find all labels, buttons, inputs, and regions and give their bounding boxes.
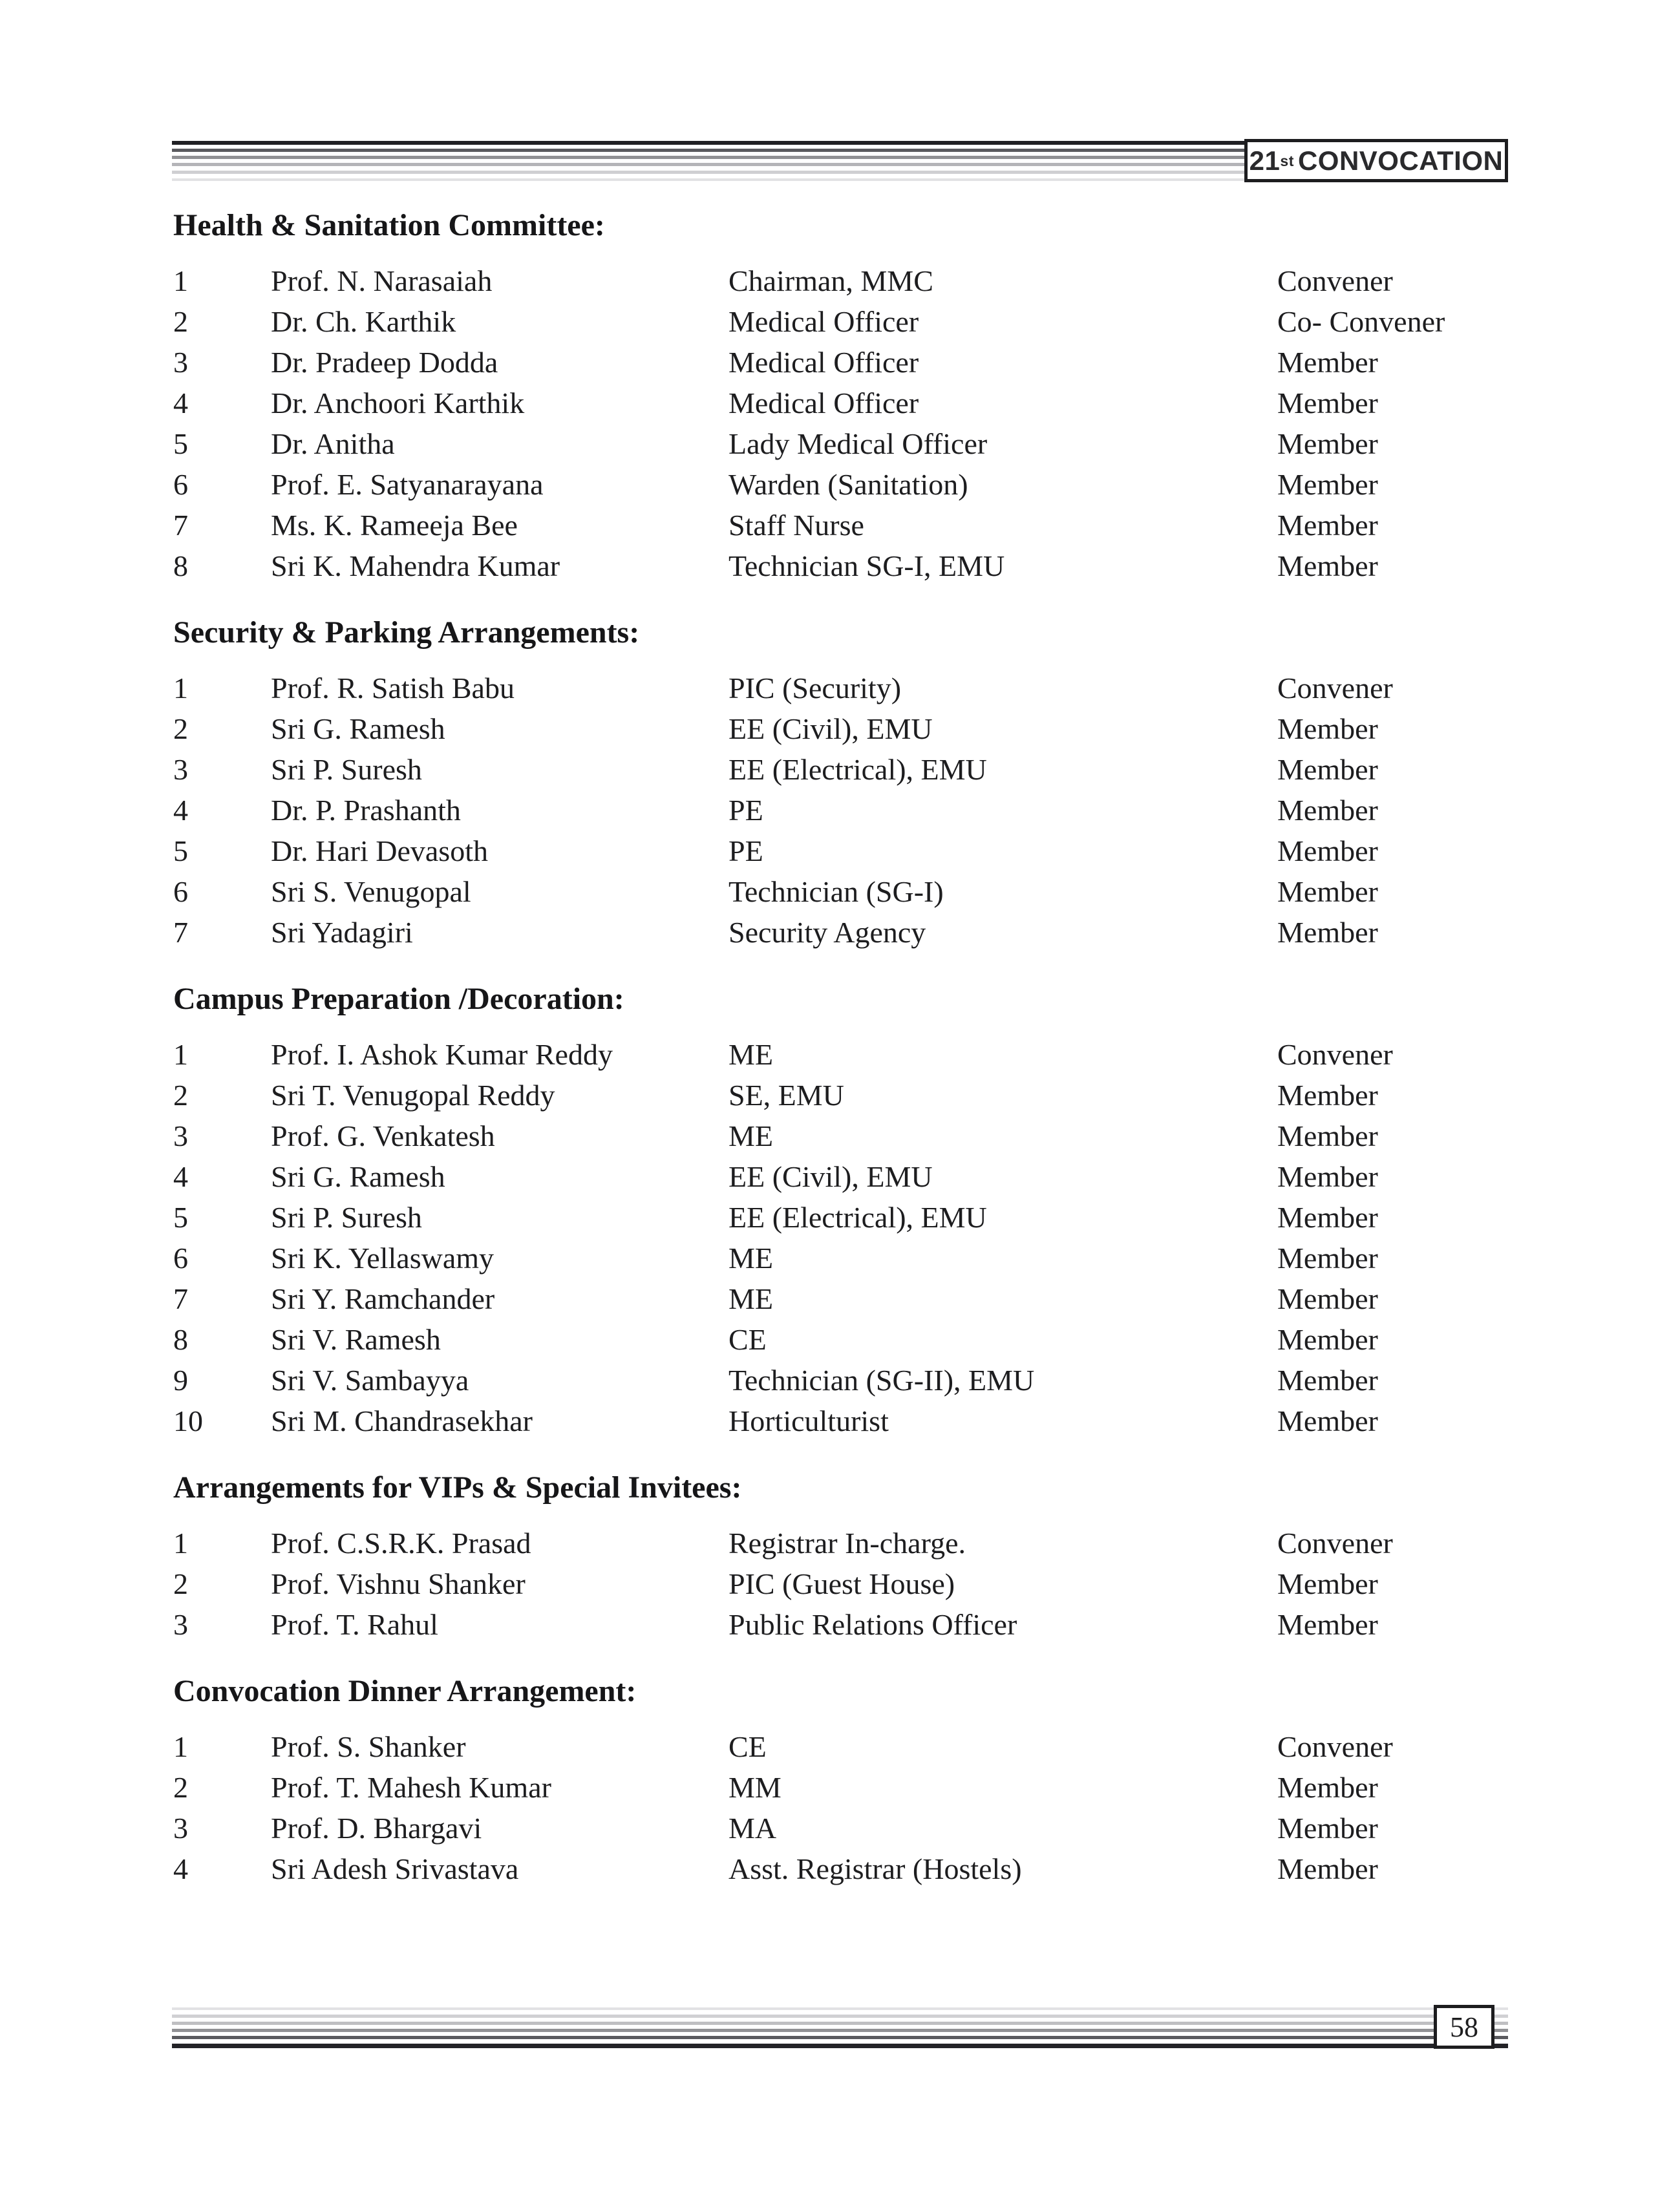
member-row bbox=[173, 1156, 1508, 1197]
member-designation: Lady Medical Officer bbox=[728, 427, 988, 460]
member-serial-number: 2 bbox=[173, 305, 188, 338]
member-name: Sri Y. Ramchander bbox=[271, 1282, 495, 1315]
member-serial-number: 1 bbox=[173, 1527, 188, 1560]
member-name: Sri K. Yellaswamy bbox=[271, 1242, 494, 1275]
member-row bbox=[173, 1523, 1508, 1563]
member-role: Member bbox=[1277, 1812, 1378, 1845]
member-role: Member bbox=[1277, 1201, 1378, 1234]
member-row bbox=[173, 831, 1508, 871]
member-row bbox=[173, 1197, 1508, 1238]
member-row bbox=[173, 912, 1508, 953]
convocation-edition-number: 21 bbox=[1249, 145, 1281, 176]
footer-stripe bbox=[172, 2036, 1508, 2039]
member-row bbox=[173, 505, 1508, 545]
member-designation: Technician SG-I, EMU bbox=[728, 549, 1005, 582]
member-name: Sri G. Ramesh bbox=[271, 1160, 445, 1193]
member-role: Member bbox=[1277, 712, 1378, 745]
member-designation: PIC (Guest House) bbox=[728, 1567, 955, 1600]
member-serial-number: 4 bbox=[173, 1160, 188, 1193]
member-row bbox=[173, 301, 1508, 342]
member-serial-number: 1 bbox=[173, 264, 188, 297]
member-role: Member bbox=[1277, 1608, 1378, 1641]
committee-section bbox=[173, 617, 1508, 953]
member-role: Member bbox=[1277, 1404, 1378, 1437]
member-row bbox=[173, 1034, 1508, 1075]
member-serial-number: 4 bbox=[173, 1852, 188, 1885]
member-role: Member bbox=[1277, 386, 1378, 419]
member-designation: CE bbox=[728, 1323, 767, 1356]
member-designation: ME bbox=[728, 1282, 773, 1315]
member-row bbox=[173, 1116, 1508, 1156]
member-name: Prof. I. Ashok Kumar Reddy bbox=[271, 1038, 613, 1071]
member-serial-number: 3 bbox=[173, 346, 188, 379]
member-name: Prof. G. Venkatesh bbox=[271, 1119, 495, 1152]
member-role: Member bbox=[1277, 346, 1378, 379]
convocation-banner-word: CONVOCATION bbox=[1297, 145, 1504, 176]
member-designation: EE (Electrical), EMU bbox=[728, 753, 987, 786]
member-name: Sri T. Venugopal Reddy bbox=[271, 1079, 555, 1112]
member-serial-number: 5 bbox=[173, 1201, 188, 1234]
member-role: Member bbox=[1277, 1242, 1378, 1275]
member-designation: EE (Civil), EMU bbox=[728, 1160, 933, 1193]
member-row bbox=[173, 464, 1508, 505]
member-serial-number: 3 bbox=[173, 1812, 188, 1845]
member-serial-number: 1 bbox=[173, 1038, 188, 1071]
member-serial-number: 3 bbox=[173, 1119, 188, 1152]
member-row bbox=[173, 1848, 1508, 1889]
member-role: Member bbox=[1277, 1771, 1378, 1804]
member-designation: Technician (SG-II), EMU bbox=[728, 1364, 1035, 1397]
member-serial-number: 10 bbox=[173, 1404, 203, 1437]
member-name: Prof. S. Shanker bbox=[271, 1730, 466, 1763]
member-serial-number: 5 bbox=[173, 427, 188, 460]
member-row bbox=[173, 1767, 1508, 1808]
member-name: Dr. P. Prashanth bbox=[271, 794, 461, 827]
section-title: Security & Parking Arrangements: bbox=[173, 615, 640, 650]
committees-list bbox=[173, 210, 1508, 1889]
member-name: Dr. Anitha bbox=[271, 427, 395, 460]
member-serial-number: 2 bbox=[173, 1079, 188, 1112]
member-designation: Horticulturist bbox=[728, 1404, 889, 1437]
member-name: Sri V. Sambayya bbox=[271, 1364, 469, 1397]
member-designation: SE, EMU bbox=[728, 1079, 844, 1112]
member-name: Prof. R. Satish Babu bbox=[271, 672, 515, 704]
member-designation: CE bbox=[728, 1730, 767, 1763]
member-serial-number: 6 bbox=[173, 1242, 188, 1275]
member-serial-number: 7 bbox=[173, 1282, 188, 1315]
section-title: Campus Preparation /Decoration: bbox=[173, 982, 624, 1016]
member-designation: Technician (SG-I) bbox=[728, 875, 944, 908]
member-row bbox=[173, 1726, 1508, 1767]
member-row bbox=[173, 1808, 1508, 1848]
member-designation: Chairman, MMC bbox=[728, 264, 933, 297]
member-name: Sri Yadagiri bbox=[271, 916, 413, 949]
member-row bbox=[173, 1319, 1508, 1360]
footer-stripe-band bbox=[172, 2007, 1508, 2049]
member-role: Member bbox=[1277, 794, 1378, 827]
member-name: Dr. Pradeep Dodda bbox=[271, 346, 498, 379]
member-serial-number: 3 bbox=[173, 753, 188, 786]
section-title: Convocation Dinner Arrangement: bbox=[173, 1674, 637, 1708]
member-name: Sri V. Ramesh bbox=[271, 1323, 441, 1356]
member-designation: Staff Nurse bbox=[728, 509, 864, 542]
member-name: Prof. Vishnu Shanker bbox=[271, 1567, 526, 1600]
member-name: Prof. N. Narasaiah bbox=[271, 264, 493, 297]
member-designation: Warden (Sanitation) bbox=[728, 468, 968, 501]
member-designation: MA bbox=[728, 1812, 777, 1845]
footer-stripe bbox=[172, 2007, 1508, 2010]
member-designation: ME bbox=[728, 1038, 773, 1071]
member-row bbox=[173, 342, 1508, 383]
member-serial-number: 6 bbox=[173, 468, 188, 501]
member-serial-number: 7 bbox=[173, 509, 188, 542]
member-designation: PE bbox=[728, 794, 763, 827]
member-role: Member bbox=[1277, 1282, 1378, 1315]
footer-stripe bbox=[172, 2015, 1508, 2018]
member-name: Sri G. Ramesh bbox=[271, 712, 445, 745]
committee-section bbox=[173, 1472, 1508, 1645]
member-role: Member bbox=[1277, 1323, 1378, 1356]
member-row bbox=[173, 749, 1508, 790]
member-serial-number: 1 bbox=[173, 672, 188, 704]
member-name: Sri M. Chandrasekhar bbox=[271, 1404, 533, 1437]
member-row bbox=[173, 1360, 1508, 1401]
committee-section bbox=[173, 984, 1508, 1441]
member-designation: PE bbox=[728, 834, 763, 867]
member-designation: Registrar In-charge. bbox=[728, 1527, 966, 1560]
member-role: Convener bbox=[1277, 672, 1393, 704]
footer-stripe bbox=[172, 2044, 1508, 2048]
member-designation: ME bbox=[728, 1119, 773, 1152]
member-serial-number: 5 bbox=[173, 834, 188, 867]
member-role: Member bbox=[1277, 916, 1378, 949]
member-role: Convener bbox=[1277, 1730, 1393, 1763]
member-name: Ms. K. Rameeja Bee bbox=[271, 509, 518, 542]
member-row bbox=[173, 668, 1508, 708]
member-row bbox=[173, 1563, 1508, 1604]
member-role: Member bbox=[1277, 549, 1378, 582]
section-title: Arrangements for VIPs & Special Invitees: bbox=[173, 1470, 742, 1505]
member-designation: Medical Officer bbox=[728, 305, 919, 338]
member-role: Convener bbox=[1277, 1527, 1393, 1560]
member-serial-number: 8 bbox=[173, 549, 188, 582]
convocation-banner: 21 st CONVOCATION bbox=[1244, 139, 1508, 182]
section-title: Health & Sanitation Committee: bbox=[173, 208, 605, 242]
page-number-box bbox=[1434, 2005, 1494, 2049]
member-designation: Medical Officer bbox=[728, 386, 919, 419]
member-serial-number: 3 bbox=[173, 1608, 188, 1641]
member-designation: Security Agency bbox=[728, 916, 926, 949]
member-name: Prof. D. Bhargavi bbox=[271, 1812, 482, 1845]
member-name: Sri S. Venugopal bbox=[271, 875, 471, 908]
member-role: Convener bbox=[1277, 1038, 1393, 1071]
member-serial-number: 7 bbox=[173, 916, 188, 949]
member-row bbox=[173, 383, 1508, 423]
member-designation: ME bbox=[728, 1242, 773, 1275]
footer-stripe bbox=[172, 2022, 1508, 2025]
member-designation: Asst. Registrar (Hostels) bbox=[728, 1852, 1022, 1885]
member-name: Sri Adesh Srivastava bbox=[271, 1852, 519, 1885]
member-row bbox=[173, 708, 1508, 749]
member-designation: MM bbox=[728, 1771, 782, 1804]
member-name: Dr. Anchoori Karthik bbox=[271, 386, 525, 419]
member-role: Co- Convener bbox=[1277, 305, 1445, 338]
member-role: Convener bbox=[1277, 264, 1393, 297]
member-serial-number: 8 bbox=[173, 1323, 188, 1356]
member-row bbox=[173, 790, 1508, 831]
member-role: Member bbox=[1277, 1567, 1378, 1600]
member-serial-number: 9 bbox=[173, 1364, 188, 1397]
member-row bbox=[173, 260, 1508, 301]
member-row bbox=[173, 1604, 1508, 1645]
member-name: Dr. Hari Devasoth bbox=[271, 834, 488, 867]
member-row bbox=[173, 1278, 1508, 1319]
member-role: Member bbox=[1277, 509, 1378, 542]
member-row bbox=[173, 871, 1508, 912]
member-designation: Medical Officer bbox=[728, 346, 919, 379]
member-role: Member bbox=[1277, 1119, 1378, 1152]
member-name: Prof. T. Mahesh Kumar bbox=[271, 1771, 551, 1804]
member-serial-number: 1 bbox=[173, 1730, 188, 1763]
member-role: Member bbox=[1277, 468, 1378, 501]
member-designation: EE (Electrical), EMU bbox=[728, 1201, 987, 1234]
member-serial-number: 4 bbox=[173, 386, 188, 419]
member-role: Member bbox=[1277, 1160, 1378, 1193]
member-role: Member bbox=[1277, 753, 1378, 786]
member-name: Prof. E. Satyanarayana bbox=[271, 468, 544, 501]
member-serial-number: 2 bbox=[173, 1567, 188, 1600]
member-name: Sri P. Suresh bbox=[271, 753, 422, 786]
committee-section bbox=[173, 1676, 1508, 1889]
member-name: Dr. Ch. Karthik bbox=[271, 305, 456, 338]
member-name: Prof. C.S.R.K. Prasad bbox=[271, 1527, 531, 1560]
member-serial-number: 2 bbox=[173, 1771, 188, 1804]
member-row bbox=[173, 545, 1508, 586]
member-row bbox=[173, 423, 1508, 464]
member-serial-number: 6 bbox=[173, 875, 188, 908]
member-row bbox=[173, 1238, 1508, 1278]
member-role: Member bbox=[1277, 834, 1378, 867]
member-role: Member bbox=[1277, 1079, 1378, 1112]
member-name: Prof. T. Rahul bbox=[271, 1608, 438, 1641]
member-row bbox=[173, 1401, 1508, 1441]
page-number: 58 bbox=[1450, 2011, 1478, 2043]
member-designation: EE (Civil), EMU bbox=[728, 712, 933, 745]
member-role: Member bbox=[1277, 1852, 1378, 1885]
member-name: Sri K. Mahendra Kumar bbox=[271, 549, 560, 582]
member-role: Member bbox=[1277, 1364, 1378, 1397]
member-designation: Public Relations Officer bbox=[728, 1608, 1017, 1641]
committee-section bbox=[173, 210, 1508, 586]
member-designation: PIC (Security) bbox=[728, 672, 902, 704]
member-role: Member bbox=[1277, 875, 1378, 908]
footer-stripe bbox=[172, 2029, 1508, 2032]
member-serial-number: 4 bbox=[173, 794, 188, 827]
member-role: Member bbox=[1277, 427, 1378, 460]
member-name: Sri P. Suresh bbox=[271, 1201, 422, 1234]
member-serial-number: 2 bbox=[173, 712, 188, 745]
member-row bbox=[173, 1075, 1508, 1116]
